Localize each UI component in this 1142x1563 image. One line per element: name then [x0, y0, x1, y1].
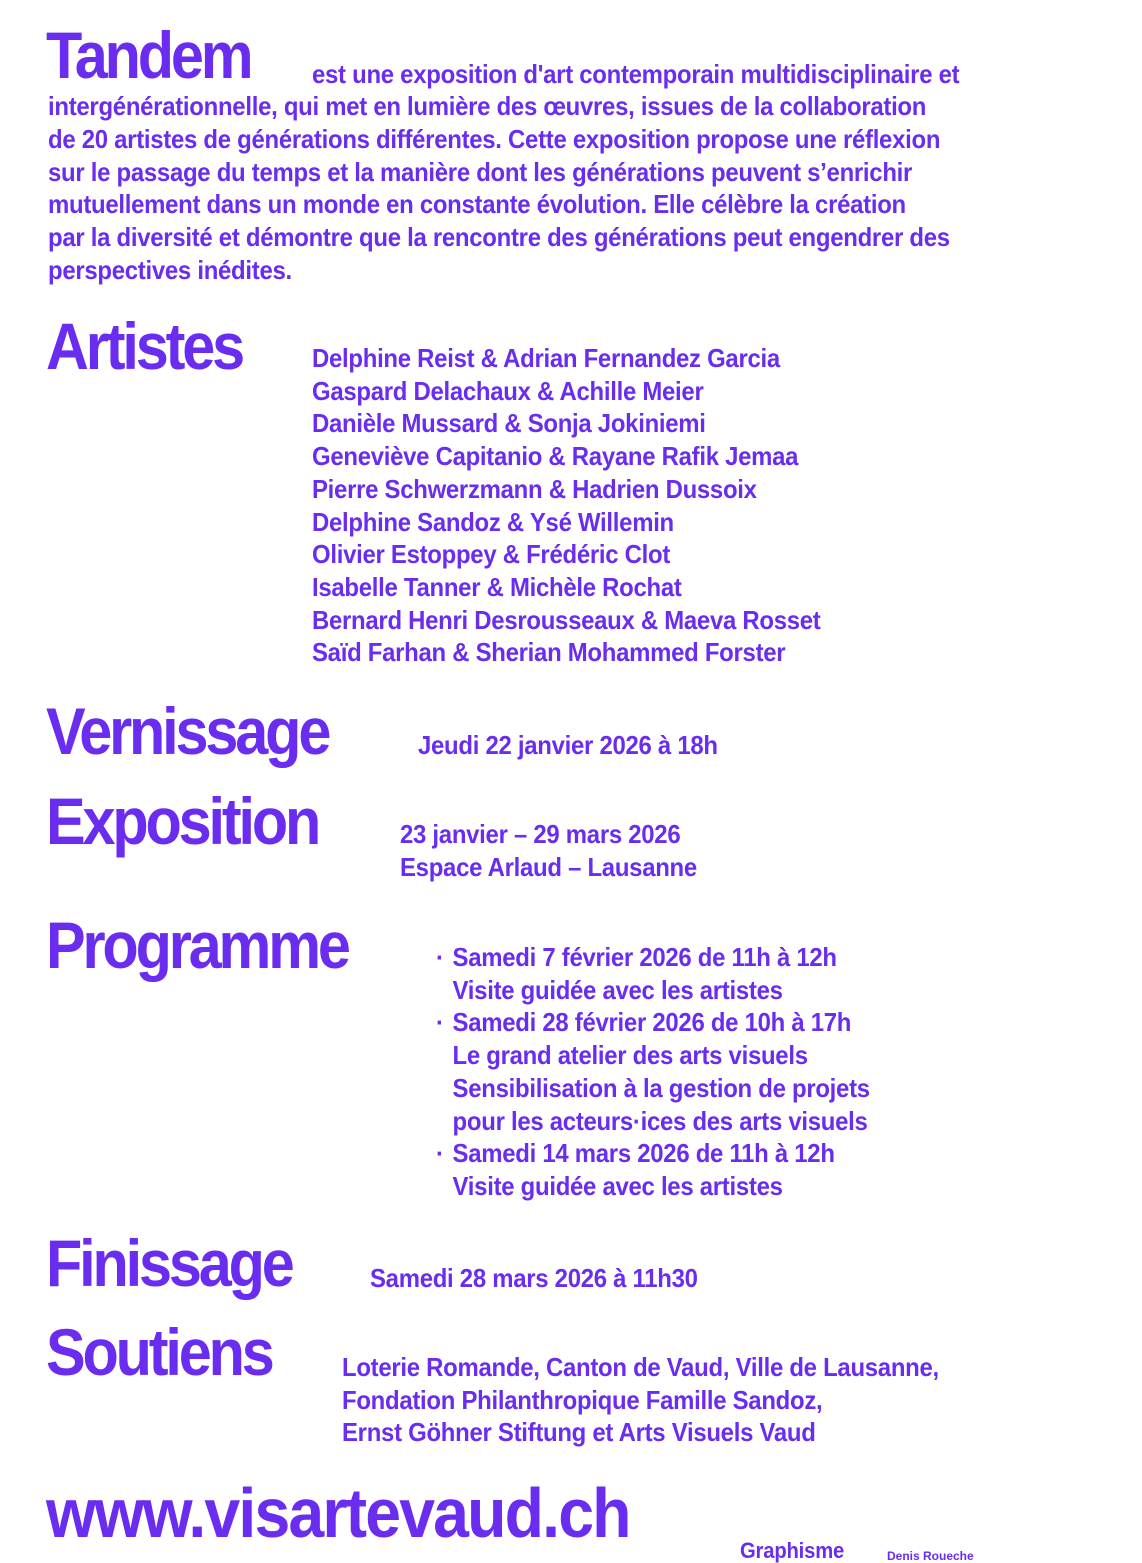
- heading-soutiens: Soutiens: [46, 1315, 272, 1389]
- intro-line: perspectives inédites.: [48, 254, 292, 285]
- soutiens-line: Ernst Göhner Stiftung et Arts Visuels Vaud: [342, 1417, 816, 1448]
- exposition-info: [400, 818, 697, 883]
- title-tandem: Tandem: [46, 18, 251, 92]
- artist-pair: Geneviève Capitanio & Rayane Rafik Jemaa: [312, 441, 799, 472]
- programme-event-date: · Samedi 7 février 2026 de 11h à 12h: [436, 942, 837, 972]
- programme-event-detail: Visite guidée avec les artistes: [452, 1170, 783, 1201]
- programme-event-date: · Samedi 14 mars 2026 de 11h à 12h: [436, 1138, 835, 1169]
- intro-line: intergénérationnelle, qui met en lumière des œuvres, issues de la collaboration: [48, 91, 927, 121]
- programme-event-detail: Visite guidée avec les artistes: [452, 974, 783, 1005]
- artist-pair: Isabelle Tanner & Michèle Rochat: [312, 571, 682, 602]
- heading-exposition: Exposition: [46, 784, 319, 858]
- website-link[interactable]: www.visartevaud.ch: [46, 1474, 630, 1552]
- soutiens-line: Loterie Romande, Canton de Vaud, Ville de Lausanne,: [342, 1352, 939, 1382]
- artist-list: [312, 342, 821, 669]
- artist-pair: Bernard Henri Desrousseaux & Maeva Rosset: [312, 604, 821, 635]
- exposition-venue: Espace Arlaud – Lausanne: [400, 851, 697, 882]
- bullet-icon: ·: [436, 1007, 444, 1038]
- artist-pair: Pierre Schwerzmann & Hadrien Dussoix: [312, 473, 757, 504]
- soutiens-line: Fondation Philanthropique Famille Sandoz,: [342, 1384, 823, 1415]
- finissage-date: Samedi 28 mars 2026 à 11h30: [370, 1263, 698, 1293]
- credit-name: Denis Roueche: [887, 1549, 974, 1563]
- programme-list: [436, 941, 870, 1203]
- exposition-dates: 23 janvier – 29 mars 2026: [400, 819, 681, 849]
- artist-pair: Delphine Sandoz & Ysé Willemin: [312, 506, 674, 537]
- intro-line: de 20 artistes de générations différentes. Cette exposition propose une réflexion: [48, 123, 941, 154]
- programme-event-detail: Sensibilisation à la gestion de projets: [452, 1072, 870, 1103]
- programme-event-detail: Le grand atelier des arts visuels: [452, 1040, 808, 1071]
- heading-vernissage: Vernissage: [46, 694, 329, 768]
- heading-programme: Programme: [46, 908, 348, 982]
- heading-artistes: Artistes: [46, 309, 242, 383]
- programme-event-date: · Samedi 28 février 2026 de 10h à 17h: [436, 1007, 852, 1038]
- intro-line: sur le passage du temps et la manière dont les générations peuvent s’enrichir: [48, 156, 913, 187]
- credit-label: Graphisme: [740, 1538, 845, 1563]
- artist-pair: Olivier Estoppey & Frédéric Clot: [312, 539, 671, 570]
- intro-line: par la diversité et démontre que la rencontre des générations peut engendrer des: [48, 222, 950, 253]
- bullet-icon: ·: [436, 1138, 444, 1169]
- programme-event-detail: pour les acteurs·ices des arts visuels: [452, 1105, 868, 1136]
- intro-first-line: est une exposition d'art contemporain multidisciplinaire et: [312, 59, 960, 89]
- vernissage-date: Jeudi 22 janvier 2026 à 18h: [418, 730, 718, 760]
- artist-pair: Saïd Farhan & Sherian Mohammed Forster: [312, 637, 786, 668]
- artist-pair: Delphine Reist & Adrian Fernandez Garcia: [312, 343, 780, 373]
- soutiens-list: [342, 1351, 939, 1449]
- intro-line: mutuellement dans un monde en constante évolution. Elle célèbre la création: [48, 189, 906, 220]
- artist-pair: Danièle Mussard & Sonja Jokiniemi: [312, 408, 706, 439]
- heading-finissage: Finissage: [46, 1226, 292, 1300]
- artist-pair: Gaspard Delachaux & Achille Meier: [312, 375, 704, 406]
- intro-paragraph: [48, 90, 950, 287]
- bullet-icon: ·: [436, 942, 444, 972]
